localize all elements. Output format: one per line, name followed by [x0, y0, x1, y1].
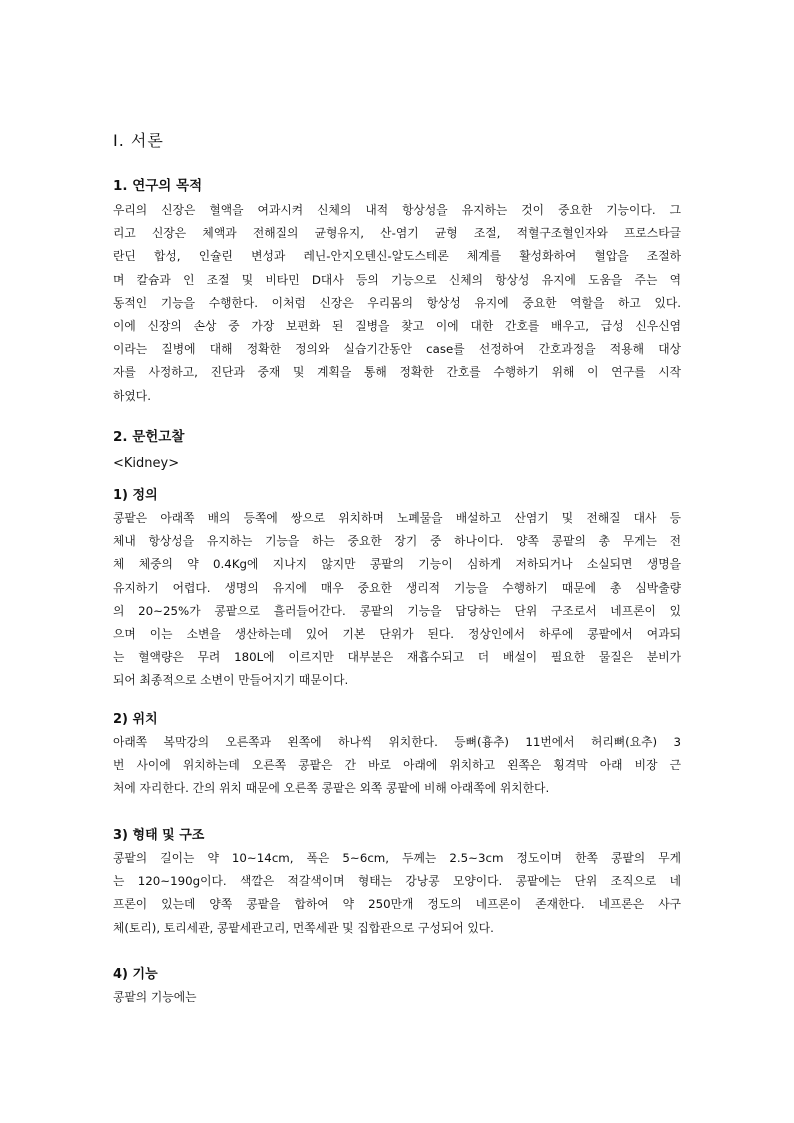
- paragraph-line: 이라는 질병에 대해 정확한 정의와 실습기간동안 case를 선정하여 간호과정을 적용해 대상: [113, 342, 681, 357]
- sub3-title: 3) 형태 및 구조: [113, 828, 205, 843]
- section1-paragraph: [113, 199, 681, 408]
- paragraph-line: 아래쪽 복막강의 오른쪽과 왼쪽에 하나씩 위치한다. 등뼈(흉추) 11번에서 허리뼈(요추) 3: [113, 735, 681, 749]
- paragraph-line: 체(토리), 토리세관, 콩팥세관고리, 먼쪽세관 및 집합관으로 구성되어 있다.: [113, 920, 494, 935]
- paragraph-line: 동적인 기능을 수행한다. 이처럼 신장은 우리몸의 항상성 유지에 중요한 역할을 하고 있다.: [113, 295, 681, 310]
- paragraph-line: 처에 자리한다. 간의 위치 때문에 오른쪽 콩팥은 외쪽 콩팥에 비해 아래쪽에 위치한다.: [113, 781, 550, 796]
- section2-subtitle: <Kidney>: [113, 456, 180, 471]
- paragraph-line: 란딘 합성, 인슐린 변성과 레닌-안지오텐신-알도스테론 체계를 활성화하여 혈압을 조절하: [113, 249, 681, 264]
- paragraph-line: 며 칼슘과 인 조절 및 비타민 D대사 등의 기능으로 신체의 항상성 유지에 도움을 주는 역: [113, 272, 681, 287]
- sub4-title: 4) 기능: [113, 967, 158, 982]
- paragraph-line: 리고 신장은 체액과 전해질의 균형유지, 산-염기 균형 조절, 적혈구조혈인자와 프로스타글: [113, 226, 681, 241]
- section1-title: 1. 연구의 목적: [113, 178, 203, 194]
- paragraph-line: 이에 신장의 손상 중 가장 보편화 된 질병을 찾고 이에 대한 간호를 배우고, 급성 신우신염: [113, 318, 681, 333]
- paragraph-line: 콩팥의 길이는 약 10~14cm, 폭은 5~6cm, 두께는 2.5~3cm 정도이며 한쪽 콩팥의 무게: [113, 851, 681, 865]
- paragraph-line: 프론이 있는데 양쪽 콩팥을 합하여 약 250만개 정도의 네프론이 존재한다. 네프론은 사구: [113, 897, 681, 912]
- paragraph-line: 번 사이에 위치하는데 오른쪽 콩팥은 간 바로 아래에 위치하고 왼쪽은 횡격막 아래 비장 근: [113, 758, 681, 773]
- paragraph-line: 콩팥은 아래쪽 배의 등쪽에 쌍으로 위치하며 노폐물을 배설하고 산염기 및 전해질 대사 등: [113, 511, 681, 525]
- sub4-paragraph: [113, 986, 681, 1009]
- paragraph-line: 콩팥의 기능에는: [113, 990, 197, 1004]
- paragraph-line: 는 120~190g이다. 색깔은 적갈색이며 형태는 강낭콩 모양이다. 콩팥에는 단위 조직으로 네: [113, 874, 681, 889]
- intro-title: Ⅰ. 서론: [113, 131, 164, 150]
- sub2-paragraph: [113, 731, 681, 801]
- paragraph-line: 우리의 신장은 혈액을 여과시켜 신체의 내적 항상성을 유지하는 것이 중요한 기능이다. 그: [113, 203, 681, 217]
- paragraph-line: 유지하기 어렵다. 생명의 유지에 매우 중요한 생리적 기능을 수행하기 때문에 총 심박출량: [113, 580, 681, 595]
- paragraph-line: 하였다.: [113, 388, 151, 403]
- paragraph-line: 는 혈액량은 무려 180L에 이르지만 대부분은 재흡수되고 더 배설이 필요한 물질은 분비가: [113, 650, 681, 665]
- paragraph-line: 으며 이는 소변을 생산하는데 있어 기본 단위가 된다. 정상인에서 하루에 콩팥에서 여과되: [113, 626, 681, 641]
- paragraph-line: 자를 사정하고, 진단과 중재 및 계획을 통해 정확한 간호를 수행하기 위해 이 연구를 시작: [113, 365, 681, 380]
- sub3-paragraph: [113, 847, 681, 940]
- paragraph-line: 되어 최종적으로 소변이 만들어지기 때문이다.: [113, 673, 349, 688]
- sub1-title: 1) 정의: [113, 488, 158, 503]
- sub2-title: 2) 위치: [113, 712, 158, 727]
- paragraph-line: 체 체중의 약 0.4Kg에 지나지 않지만 콩팥의 기능이 심하게 저하되거나 소실되면 생명을: [113, 557, 681, 572]
- section2-title: 2. 문헌고찰: [113, 429, 185, 445]
- paragraph-line: 체내 항상성을 유지하는 기능을 하는 중요한 장기 중 하나이다. 양쪽 콩팥의 총 무게는 전: [113, 534, 681, 549]
- sub1-paragraph: [113, 507, 681, 693]
- paragraph-line: 의 20~25%가 콩팥으로 흘러들어간다. 콩팥의 기능을 담당하는 단위 구조로서 네프론이 있: [113, 603, 681, 618]
